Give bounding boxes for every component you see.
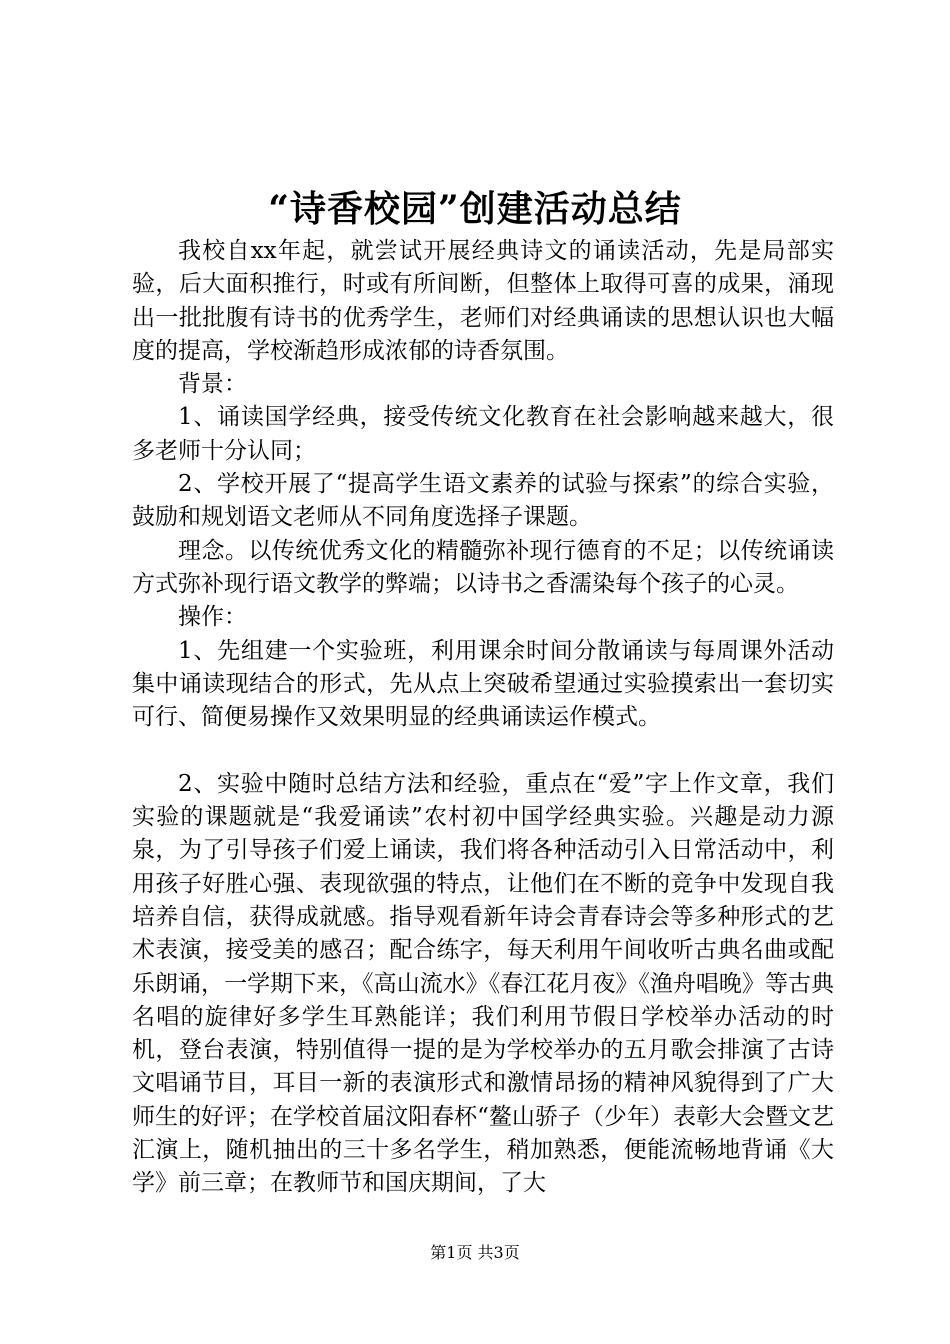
paragraph-operation-heading: 操作： [178, 604, 247, 631]
paragraph-background-1: 1、诵读国学经典，接受传统文化教育在社会影响越来越大，很多老师十分认同； [132, 404, 834, 464]
paragraph-operation-2: 2、实验中随时总结方法和经验，重点在“爱”字上作文章，我们实验的课题就是“我爱诵读”农村初中国学经典实验。兴趣是动力源泉，为了引导孩子们爱上诵读，我们将各种活动引入日常活动中，利用孩子好胜心强、表现欲强的特点，让他们在不断的竞争中发现自我培养自信，获得成就感。指导观看新年诗会青春诗会等多种形式的艺术表演，接受美的感召；配合练字，每天利用午间收听古典名曲或配乐朗诵，一学期下来，《高山流水》《春江花月夜》《渔舟唱晚》等古典名唱的旋律好多学生耳熟能详；我们利用节假日学校举办活动的时机，登台表演，特别值得一提的是为学校举办的五月歌会排演了古诗文唱诵节目，耳目一新的表演形式和激情昂扬的精神风貌得到了广大师生的好评；在学校首届汶阳春杯“鳌山骄子（少年）表彰大会暨文艺汇演上，随机抽出的三十多名学生，稍加熟悉，便能流畅地背诵《大学》前三章；在教师节和国庆期间，了大 [132, 770, 834, 1197]
paragraph-background-2: 2、学校开展了“提高学生语文素养的试验与探索”的综合实验，鼓励和规划语文老师从不同角度选择子课题。 [132, 471, 834, 531]
document-body [132, 235, 834, 1201]
document-title: “诗香校园”创建活动总结 [268, 188, 682, 230]
page-number-footer: 第1页 共3页 [430, 1243, 520, 1262]
paragraph-concept: 理念。以传统优秀文化的精髓弥补现行德育的不足；以传统诵读方式弥补现行语文教学的弊端；以诗书之香濡染每个孩子的心灵。 [132, 537, 834, 597]
paragraph-background-heading: 背景： [178, 371, 247, 398]
paragraph-intro: 我校自xx年起，就尝试开展经典诗文的诵读活动，先是局部实验，后大面积推行，时或有所间断，但整体上取得可喜的成果，涌现出一批批腹有诗书的优秀学生，老师们对经典诵读的思想认识也大幅度的提高，学校渐趋形成浓郁的诗香氛围。 [132, 238, 834, 364]
paragraph-operation-1: 1、先组建一个实验班，利用课余时间分散诵读与每周课外活动集中诵读现结合的形式，先从点上突破希望通过实验摸索出一套切实可行、简便易操作又效果明显的经典诵读运作模式。 [132, 637, 834, 731]
